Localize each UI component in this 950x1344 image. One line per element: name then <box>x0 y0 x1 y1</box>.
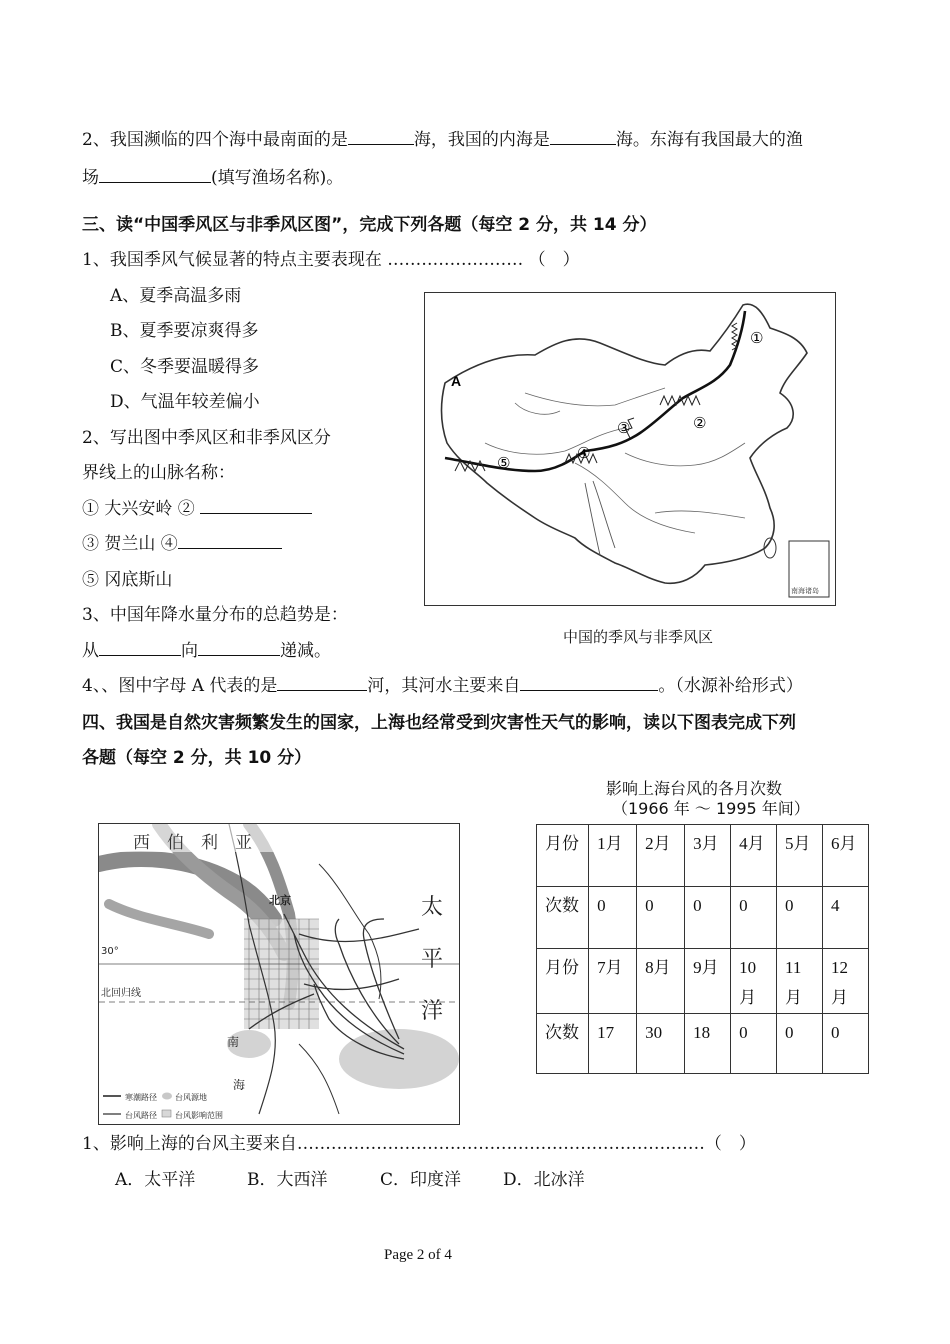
page-number: Page 2 of 4 <box>384 1247 452 1263</box>
table-row-months-1 <box>537 825 869 887</box>
s4-option-c: C．印度洋 <box>380 1170 462 1190</box>
answer-blank[interactable] <box>277 672 367 691</box>
section-4-heading-2: 各题（每空 2 分，共 10 分） <box>82 748 312 768</box>
count-cell: 4 <box>823 887 869 949</box>
q2-line-1 <box>82 125 803 150</box>
table-title: 影响上海台风的各月次数 <box>606 779 783 798</box>
s3-question-3: 3、中国年降水量分布的总趋势是： <box>82 605 348 625</box>
q2-line-2 <box>82 163 343 188</box>
q4-text-b: 河，其河水主要来自 <box>367 676 521 696</box>
mountain-label-3: ③ 贺兰山 ④ <box>82 534 178 554</box>
mountain-label-1: ① 大兴安岭 ② <box>82 499 195 519</box>
answer-blank[interactable] <box>550 126 616 145</box>
count-cell: 0 <box>589 887 637 949</box>
section-4-heading-1: 四、我国是自然灾害频繁发生的国家，上海也经常受到灾害性天气的影响，读以下图表完成下列 <box>82 713 796 733</box>
map-label-3: ③ <box>617 419 631 437</box>
s3-question-2-line2: 界线上的山脉名称： <box>82 463 235 483</box>
q2-text-c: 海。东海有我国最大的渔 <box>615 130 803 150</box>
s3-question-2-line1: 2、写出图中季风区和非季风区分 <box>82 428 331 448</box>
label-pacific-1: 太 <box>421 895 444 920</box>
month-cell: 11月 <box>777 949 823 1014</box>
s3-question-4 <box>82 671 803 696</box>
answer-blank[interactable] <box>520 672 658 691</box>
month-cell: 2月 <box>637 825 685 887</box>
month-cell: 6月 <box>823 825 869 887</box>
mountain-3-4 <box>82 529 282 554</box>
count-cell: 0 <box>777 887 823 949</box>
q2-text-b: 海，我国的内海是 <box>413 130 550 150</box>
legend-cold: 寒潮路径 <box>125 1093 157 1102</box>
typhoon-map <box>98 823 460 1125</box>
answer-blank[interactable] <box>99 637 181 656</box>
month-cell: 12月 <box>823 949 869 1014</box>
map-label-2: ② <box>693 414 707 432</box>
label-pacific-2: 平 <box>421 947 444 972</box>
label-sea: 海 <box>233 1078 246 1092</box>
s4-option-d: D．北冰洋 <box>503 1170 585 1190</box>
map-label-a: A <box>451 373 462 389</box>
q3-from: 从 <box>82 641 99 661</box>
count-cell: 0 <box>777 1014 823 1074</box>
count-cell: 30 <box>637 1014 685 1074</box>
typhoon-table <box>536 824 869 1074</box>
china-map-drawing <box>425 293 835 605</box>
q4-text-c: 。（水源补给形式） <box>658 676 803 696</box>
month-cell: 5月 <box>777 825 823 887</box>
option-b: B、夏季要凉爽得多 <box>110 321 259 341</box>
s4-option-a: A．太平洋 <box>115 1170 196 1190</box>
month-cell: 3月 <box>685 825 731 887</box>
typhoon-map-drawing <box>99 824 459 1124</box>
q3-to: 向 <box>181 641 198 661</box>
label-lat30: 30° <box>101 946 119 957</box>
section-3-heading: 三、读“中国季风区与非季风区图”，完成下列各题（每空 2 分，共 14 分） <box>82 215 657 235</box>
answer-blank[interactable] <box>198 637 280 656</box>
map-label-1: ① <box>750 329 764 347</box>
count-cell: 18 <box>685 1014 731 1074</box>
row-label-month: 月份 <box>537 825 589 887</box>
row-label-count: 次数 <box>537 1014 589 1074</box>
answer-blank[interactable] <box>348 126 414 145</box>
label-tropic: 北回归线 <box>101 988 141 999</box>
map-inset-label: 南海诸岛 <box>791 587 819 595</box>
count-cell: 17 <box>589 1014 637 1074</box>
s4-question-1: 1、影响上海的台风主要来自………………………………………………………………（ ） <box>82 1134 756 1154</box>
q2-text-a: 2、我国濒临的四个海中最南面的是 <box>82 130 348 150</box>
label-south: 南 <box>227 1035 240 1049</box>
month-cell: 10月 <box>731 949 777 1014</box>
answer-blank[interactable] <box>178 530 282 549</box>
month-cell: 9月 <box>685 949 731 1014</box>
option-c: C、冬季要温暖得多 <box>110 357 260 377</box>
row-label-month: 月份 <box>537 949 589 1014</box>
option-d: D、气温年较差偏小 <box>110 392 260 412</box>
mountain-5: ⑤ 冈底斯山 <box>82 570 173 590</box>
table-row-counts-2 <box>537 1014 869 1074</box>
count-cell: 0 <box>731 887 777 949</box>
map-label-5: ⑤ <box>497 454 511 472</box>
mountain-1-2 <box>82 494 312 519</box>
label-siberia: 西 伯 利 亚 <box>133 833 252 853</box>
map-caption: 中国的季风与非季风区 <box>563 628 714 646</box>
count-cell: 0 <box>731 1014 777 1074</box>
map-label-4: ④ <box>577 444 591 462</box>
count-cell: 0 <box>685 887 731 949</box>
q4-text-a: 4、、图中字母 A 代表的是 <box>82 676 278 696</box>
q2-text-e: (填写渔场名称)。 <box>211 168 344 188</box>
q3-end: 递减。 <box>280 641 331 661</box>
month-cell: 7月 <box>589 949 637 1014</box>
china-monsoon-map <box>424 292 836 606</box>
q2-text-d: 场 <box>82 168 99 188</box>
month-cell: 1月 <box>589 825 637 887</box>
month-cell: 4月 <box>731 825 777 887</box>
label-beijing: 北京 <box>269 894 291 907</box>
row-label-count: 次数 <box>537 887 589 949</box>
month-cell: 8月 <box>637 949 685 1014</box>
table-row-counts-1 <box>537 887 869 949</box>
legend-path: 台风路径 <box>125 1111 157 1120</box>
option-a: A、夏季高温多雨 <box>110 286 242 306</box>
label-pacific-3: 洋 <box>421 999 444 1024</box>
legend-range: 台风影响范围 <box>175 1111 223 1120</box>
answer-blank[interactable] <box>200 495 312 514</box>
s4-option-b: B．大西洋 <box>247 1170 328 1190</box>
count-cell: 0 <box>823 1014 869 1074</box>
answer-blank[interactable] <box>99 164 211 183</box>
legend-source: 台风源地 <box>175 1093 207 1102</box>
count-cell: 0 <box>637 887 685 949</box>
s3-question-3-answer <box>82 636 331 661</box>
s3-question-1: 1、我国季风气候显著的特点主要表现在 …………………… （ ） <box>82 250 580 270</box>
table-row-months-2 <box>537 949 869 1014</box>
table-subtitle: （1966 年 ～ 1995 年间） <box>612 799 810 818</box>
